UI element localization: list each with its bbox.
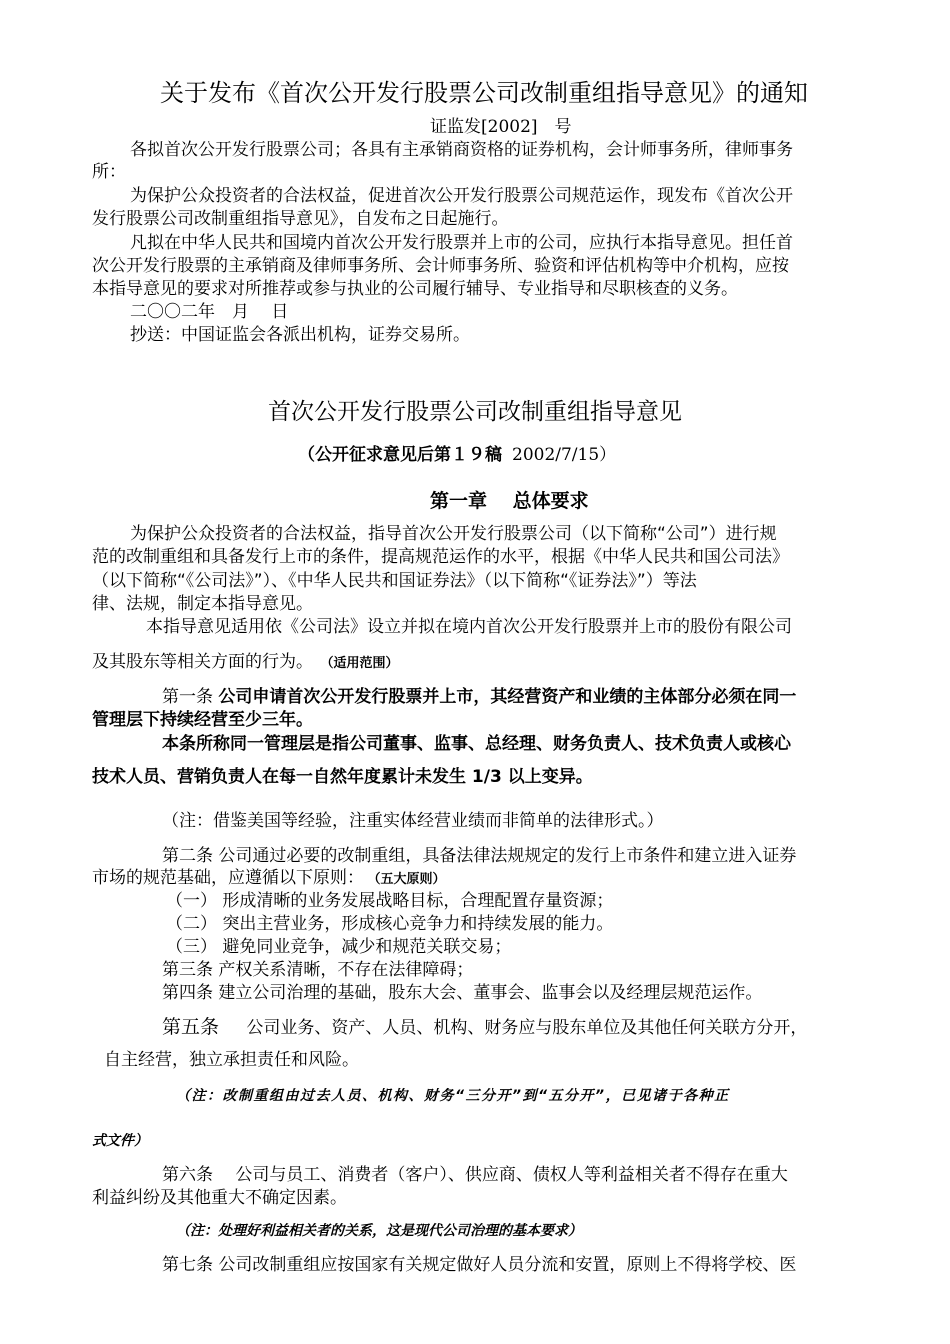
paragraph-line: 范的改制重组和具备发行上市的条件，提高规范运作的水平，根据《中华人民共和国公司法》 (92, 547, 789, 567)
article-1-note: （注：借鉴美国等经验，注重实体经营业绩而非简单的法律形式。） (162, 811, 664, 831)
notice-text-line: 本指导意见的要求对所推荐或参与执业的公司履行辅导、专业指导和尽职核查的义务。 (92, 279, 738, 299)
article-1-line (162, 686, 796, 708)
article-2-item: （一） 形成清晰的业务发展战略目标，合理配置存量资源； (166, 891, 614, 911)
article-2-line: 第二条 公司通过必要的改制重组，具备法律法规规定的发行上市条件和建立进入证券 (162, 846, 797, 866)
scope-tag: （适用范围） (327, 656, 399, 671)
notice-date: 二〇〇二年 月 日 (130, 302, 289, 322)
article-2-item: （二） 突出主营业务，形成核心竞争力和持续发展的能力。 (166, 914, 614, 934)
paragraph-line: （以下简称“《公司法》”）、《中华人民共和国证券法》（以下简称“《证券法》”）等法 (92, 571, 697, 591)
article-5-line (162, 1016, 807, 1039)
notice-text-line: 为保护公众投资者的合法权益，促进首次公开发行股票公司规范运作，现发布《首次公开 (130, 186, 793, 206)
notice-text-line: 凡拟在中华人民共和国境内首次公开发行股票并上市的公司，应执行本指导意见。担任首 (130, 233, 793, 253)
paragraph-line: 律、法规，制定本指导意见。 (92, 594, 313, 614)
article-1-line: 管理层下持续经营至少三年。 (92, 710, 313, 730)
notice-text-line: 各拟首次公开发行股票公司；各具有主承销商资格的证券机构，会计师事务所，律师事务 (130, 140, 793, 160)
guide-draft-prefix: （公开征求意见后第１９稿 (298, 445, 502, 465)
paragraph-text: 及其股东等相关方面的行为。 (92, 652, 313, 672)
article-5-label: 第五条 (162, 1016, 220, 1038)
notice-text-line: 次公开发行股票的主承销商及律师事务所、会计师事务所、验资和评估机构等中介机构，应按 (92, 256, 789, 276)
article-5-note: （注：改制重组由过去人员、机构、财务“三分开”到“五分开”，已见诸于各种正 (176, 1088, 730, 1104)
notice-text-line: 发行股票公司改制重组指导意见》，自发布之日起施行。 (92, 209, 509, 229)
guide-title: 首次公开发行股票公司改制重组指导意见 (268, 399, 682, 425)
article-2-line (92, 867, 446, 891)
article-6-note: （注：处理好利益相关者的关系，这是现代公司治理的基本要求） (176, 1223, 582, 1239)
article-4: 第四条 建立公司治理的基础，股东大会、董事会、监事会以及经理层规范运作。 (162, 983, 763, 1003)
chapter-heading: 第一章 总体要求 (430, 490, 589, 512)
notice-title: 关于发布《首次公开发行股票公司改制重组指导意见》的通知 (160, 79, 808, 107)
paragraph-line (92, 651, 399, 675)
article-5-line: 自主经营，独立承担责任和风险。 (104, 1050, 359, 1070)
article-3: 第三条 产权关系清晰，不存在法律障碍； (162, 960, 474, 980)
article-1-text: 公司申请首次公开发行股票并上市，其经营资产和业绩的主体部分必须在同一 (218, 687, 797, 707)
notice-doc-number: 证监发[2002] 号 (430, 117, 572, 137)
article-6-line: 利益纠纷及其他重大不确定因素。 (92, 1188, 347, 1208)
paragraph-line: 为保护公众投资者的合法权益，指导首次公开发行股票公司（以下简称“公司”）进行规 (130, 524, 777, 544)
notice-text-line: 所： (92, 162, 126, 182)
paragraph-line: 本指导意见适用依《公司法》设立并拟在境内首次公开发行股票并上市的股份有限公司 (146, 617, 792, 637)
guide-draft-date: 2002/7/15） (512, 445, 617, 465)
article-7-line: 第七条 公司改制重组应按国家有关规定做好人员分流和安置，原则上不得将学校、医 (162, 1255, 797, 1275)
article-5-text: 公司业务、资产、人员、机构、财务应与股东单位及其他任何关联方分开， (246, 1018, 808, 1038)
article-1-line: 技术人员、营销负责人在每一自然年度累计未发生 1/3 以上变异。 (92, 767, 593, 787)
principles-tag: （五大原则） (374, 872, 446, 887)
article-5-note: 式文件） (92, 1133, 148, 1149)
guide-draft-info (298, 444, 616, 466)
article-6-line: 第六条 公司与员工、消费者（客户）、供应商、债权人等利益相关者不得存在重大 (162, 1165, 788, 1185)
article-1-label: 第一条 (162, 687, 213, 707)
article-1-line: 本条所称同一管理层是指公司董事、监事、总经理、财务负责人、技术负责人或核心 (162, 734, 791, 754)
article-2-text: 市场的规范基础，应遵循以下原则： (92, 868, 364, 888)
article-2-item: （三） 避免同业竞争，减少和规范关联交易； (166, 937, 512, 957)
notice-cc: 抄送：中国证监会各派出机构，证券交易所。 (130, 325, 470, 345)
